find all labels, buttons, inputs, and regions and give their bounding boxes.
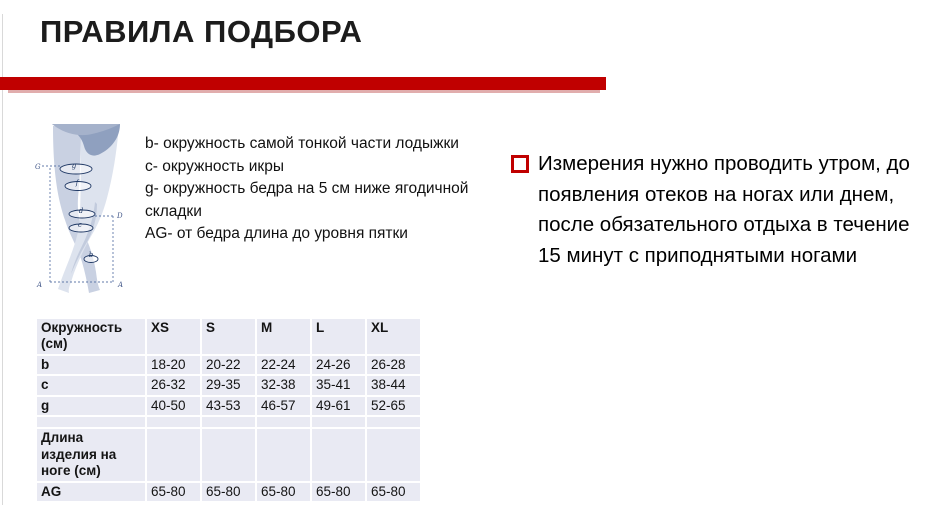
cell: 29-35 bbox=[202, 376, 255, 394]
size-table bbox=[35, 317, 422, 503]
legs-illustration bbox=[52, 124, 120, 293]
cell bbox=[147, 429, 200, 480]
cell: 40-50 bbox=[147, 397, 200, 415]
table-row bbox=[37, 397, 420, 415]
cell: 65-80 bbox=[312, 483, 365, 501]
corner-label-D: D bbox=[117, 212, 123, 220]
header-xs: XS bbox=[147, 319, 200, 354]
accent-bar-shadow bbox=[8, 90, 600, 93]
measurement-line-g: g- окружность бедра на 5 см ниже ягодичной складки bbox=[145, 180, 469, 220]
checkbox-bullet-icon bbox=[511, 155, 529, 173]
cell: 32-38 bbox=[257, 376, 310, 394]
row-label-length: Длина изделия на ноге (см) bbox=[37, 429, 145, 480]
band-label-f: f bbox=[75, 179, 79, 187]
table-row bbox=[37, 483, 420, 501]
row-label-b: b bbox=[37, 356, 145, 374]
corner-label-A-left: A bbox=[37, 281, 43, 289]
cell bbox=[147, 417, 200, 427]
cell: 65-80 bbox=[202, 483, 255, 501]
corner-label-A-right: A bbox=[118, 281, 124, 289]
cell: 65-80 bbox=[147, 483, 200, 501]
table-row bbox=[37, 429, 420, 480]
cell bbox=[367, 417, 420, 427]
cell bbox=[257, 429, 310, 480]
band-label-d: d bbox=[78, 207, 84, 215]
header-s: S bbox=[202, 319, 255, 354]
cell bbox=[202, 429, 255, 480]
row-label-ag: AG bbox=[37, 483, 145, 501]
band-label-c: c bbox=[78, 221, 82, 229]
cell: 22-24 bbox=[257, 356, 310, 374]
cell bbox=[312, 429, 365, 480]
cell: 52-65 bbox=[367, 397, 420, 415]
header-l: L bbox=[312, 319, 365, 354]
cell: 26-28 bbox=[367, 356, 420, 374]
cell: 20-22 bbox=[202, 356, 255, 374]
cell: 18-20 bbox=[147, 356, 200, 374]
cell: 46-57 bbox=[257, 397, 310, 415]
cell: 38-44 bbox=[367, 376, 420, 394]
band-label-b: b bbox=[88, 251, 94, 259]
cell bbox=[202, 417, 255, 427]
cell bbox=[257, 417, 310, 427]
table-header-row bbox=[37, 319, 420, 354]
page-title: ПРАВИЛА ПОДБОРА bbox=[40, 14, 363, 49]
corner-label-G: G bbox=[35, 163, 41, 171]
cell bbox=[312, 417, 365, 427]
cell: 65-80 bbox=[257, 483, 310, 501]
header-circumference: Окружность (см) bbox=[37, 319, 145, 354]
measurement-descriptions bbox=[145, 133, 469, 246]
leg-measurement-diagram bbox=[33, 122, 153, 296]
table-row bbox=[37, 376, 420, 394]
cell: 35-41 bbox=[312, 376, 365, 394]
header-xl: XL bbox=[367, 319, 420, 354]
cell bbox=[37, 417, 145, 427]
note-text: Измерения нужно проводить утром, до появления отеков на ногах или днем, после обязательного отдыха в течение 15 минут с приподнятыми ногами bbox=[538, 152, 910, 267]
accent-bar bbox=[0, 77, 606, 90]
row-label-c: c bbox=[37, 376, 145, 394]
measurement-line-c: c- окружность икры bbox=[145, 157, 284, 175]
cell: 65-80 bbox=[367, 483, 420, 501]
measurement-line-b: b- окружность самой тонкой части лодыжки bbox=[145, 135, 459, 152]
cell: 49-61 bbox=[312, 397, 365, 415]
measurement-note bbox=[511, 149, 915, 271]
header-m: M bbox=[257, 319, 310, 354]
table-row bbox=[37, 356, 420, 374]
cell: 43-53 bbox=[202, 397, 255, 415]
cell bbox=[367, 429, 420, 480]
cell: 26-32 bbox=[147, 376, 200, 394]
measurement-line-ag: AG- от бедра длина до уровня пятки bbox=[145, 225, 408, 242]
table-spacer-row bbox=[37, 417, 420, 427]
band-label-g: g bbox=[71, 162, 77, 170]
cell: 24-26 bbox=[312, 356, 365, 374]
row-label-g: g bbox=[37, 397, 145, 415]
